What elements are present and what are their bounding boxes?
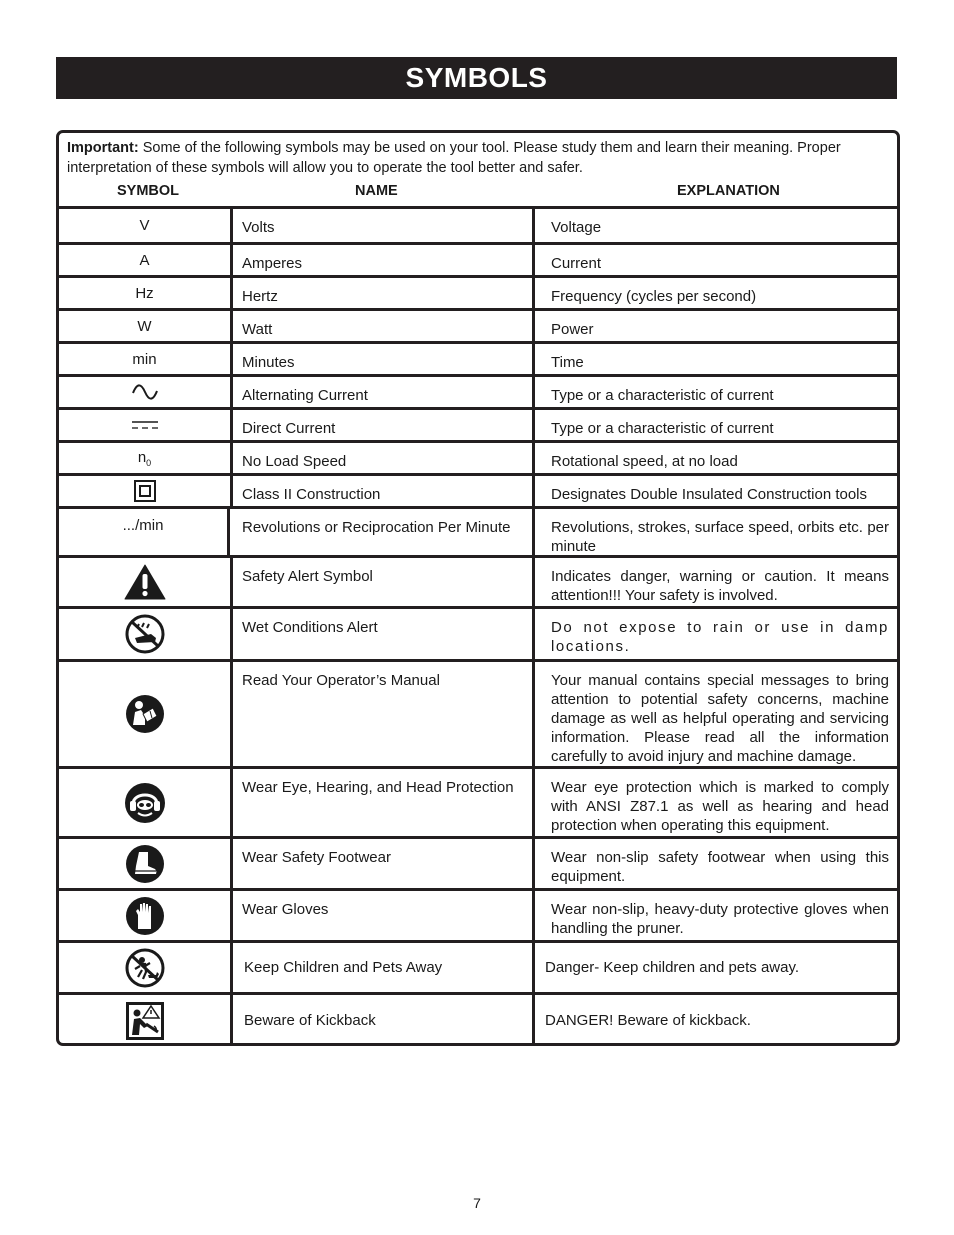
table-row [59, 888, 897, 940]
symbol-subscript: 0 [146, 457, 152, 468]
table-row [59, 407, 897, 440]
name-cell: Amperes [233, 245, 535, 275]
name-cell: Alternating Current [233, 377, 535, 407]
symbol-n: n [137, 448, 147, 466]
explanation-cell: Time [551, 354, 584, 371]
header-name: NAME [355, 183, 398, 199]
table-row [59, 275, 897, 308]
symbol-cell: min [59, 344, 233, 374]
explanation-cell: Designates Double Insulated Construction tools [551, 486, 868, 503]
intro-bold: Important: [67, 140, 139, 156]
read-manual-icon [125, 694, 165, 734]
explanation-cell: Rotational speed, at no load [551, 453, 738, 470]
explanation-cell: Indicates danger, warning or caution. It means attention!!! Your safety is involved. [551, 568, 889, 604]
explanation-cell: Your manual contains special messages to bring attention to potential safety concerns, machine damage as well as helpful operating and servicing information. Please read all the information carefully to avoid injury and machine damage. [551, 672, 889, 765]
symbol-cell [59, 558, 233, 606]
keep-children-pets-away-icon [125, 948, 165, 988]
table-row [59, 440, 897, 473]
header-symbol: SYMBOL [117, 183, 180, 199]
table-row [59, 940, 897, 992]
table-row [59, 341, 897, 374]
symbol-cell [59, 609, 233, 659]
explanation-cell: DANGER! Beware of kickback. [545, 1012, 751, 1029]
table-row [59, 992, 897, 1046]
symbol-cell [59, 995, 233, 1046]
page-title: SYMBOLS [56, 57, 897, 99]
symbol-cell [59, 377, 233, 407]
name-cell: Beware of Kickback [233, 995, 535, 1046]
symbol-cell [59, 839, 233, 888]
page-number: 7 [473, 1195, 481, 1211]
explanation-cell: Current [551, 255, 602, 272]
symbol-cell [59, 410, 233, 440]
intro-body: Some of the following symbols may be used on your tool. Please study them and learn their meaning. Proper interpretation of these symbols will allow you to operate the tool better and safer. [67, 140, 841, 176]
name-cell: Wear Gloves [233, 891, 535, 940]
explanation-cell: Danger- Keep children and pets away. [545, 959, 800, 976]
name-cell: Hertz [233, 278, 535, 308]
name-cell: Revolutions or Reciprocation Per Minute [233, 509, 535, 555]
explanation-cell: Wear non-slip, heavy-duty protective gloves when handling the pruner. [551, 901, 889, 937]
name-cell: Wet Conditions Alert [233, 609, 535, 659]
symbol-cell [59, 769, 233, 836]
table-row [59, 308, 897, 341]
table-row [59, 836, 897, 888]
table-row [59, 606, 897, 659]
name-cell: Wear Safety Footwear [233, 839, 535, 888]
alternating-current-icon [131, 384, 159, 400]
name-cell: Direct Current [233, 410, 535, 440]
explanation-cell: Wear eye protection which is marked to comply with ANSI Z87.1 as well as hearing and head protection when operating this equipment. [551, 779, 889, 834]
symbol-cell: Hz [59, 278, 233, 308]
kickback-warning-icon [126, 1002, 164, 1040]
symbol-cell [59, 943, 233, 992]
symbol-cell [59, 662, 233, 766]
symbol-cell [59, 443, 233, 473]
name-cell: Minutes [233, 344, 535, 374]
wet-conditions-icon [125, 614, 165, 654]
eye-hearing-head-protection-icon [124, 782, 166, 824]
table-row [59, 766, 897, 836]
name-cell: Read Your Operator’s Manual [233, 662, 535, 766]
symbol-cell: W [59, 311, 233, 341]
name-cell: Safety Alert Symbol [233, 558, 535, 606]
name-cell: Volts [233, 209, 535, 242]
explanation-cell: Wear non-slip safety footwear when using this equipment. [551, 849, 889, 885]
symbol-cell: V [59, 209, 233, 242]
explanation-cell: Revolutions, strokes, surface speed, orbits etc. per minute [551, 519, 889, 555]
name-cell: Keep Children and Pets Away [233, 943, 535, 992]
explanation-cell: Power [551, 321, 594, 338]
symbol-cell [59, 476, 233, 506]
table-row [59, 206, 897, 242]
name-cell: Wear Eye, Hearing, and Head Protection [233, 769, 535, 836]
table-row [59, 242, 897, 275]
header-explanation: EXPLANATION [677, 183, 780, 199]
table-row [59, 555, 897, 606]
safety-alert-icon [124, 564, 166, 600]
explanation-cell: Type or a characteristic of current [551, 420, 774, 437]
name-cell: Class II Construction [233, 476, 535, 506]
table-row [59, 374, 897, 407]
explanation-cell: Do not expose to rain or use in damp locations. [551, 619, 889, 655]
gloves-icon [125, 896, 165, 936]
class-ii-construction-icon [134, 480, 156, 502]
symbols-table-box [56, 130, 900, 1046]
table-row [59, 473, 897, 506]
safety-footwear-icon [125, 844, 165, 884]
explanation-cell: Type or a characteristic of current [551, 387, 774, 404]
explanation-cell: Frequency (cycles per second) [551, 288, 757, 305]
no-load-speed-symbol [138, 449, 151, 468]
table-row [59, 659, 897, 766]
symbol-cell: A [59, 245, 233, 275]
direct-current-icon [131, 419, 159, 431]
symbol-cell: .../min [59, 509, 230, 555]
name-cell: No Load Speed [233, 443, 535, 473]
table-row [59, 506, 897, 555]
name-cell: Watt [233, 311, 535, 341]
intro-text [67, 138, 891, 178]
symbol-cell [59, 891, 233, 940]
explanation-cell: Voltage [551, 219, 602, 236]
